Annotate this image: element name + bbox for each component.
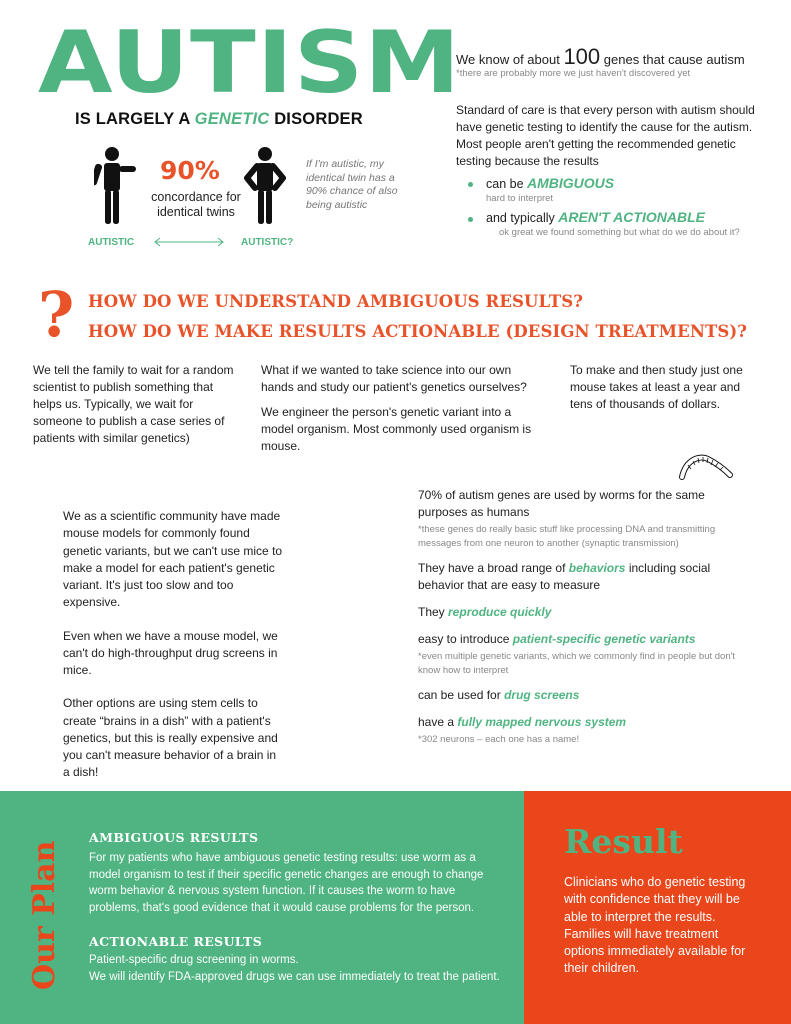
worm-item-text-post: including social behavior that are easy to measure <box>418 561 711 593</box>
bullet-actionable-sub: ok great we found something but what do we do about it? <box>499 227 740 238</box>
worm-item-text: can be used for <box>418 688 505 703</box>
genes-number: 100 <box>563 44 601 69</box>
bullet-dot-icon <box>468 217 473 222</box>
mice-para-3: Other options are using stem cells to create “brains in a dish” with a patient's genetics, but this is really expensive and you can't measure behavior of a brain in a dish! <box>63 696 278 780</box>
autistic-question-label: AUTISTIC? <box>241 237 294 248</box>
mice-section <box>63 508 285 798</box>
worm-item-text: easy to introduce <box>418 632 513 647</box>
worm-benefits-list <box>418 487 748 757</box>
person-pointing-icon <box>94 146 136 226</box>
worm-item-note: *these genes do really basic stuff like processing DNA and transmitting messages from one neuron to another (synaptic transmission) <box>418 524 716 549</box>
bullet-ambiguous-hl: AMBIGUOUS <box>527 175 615 191</box>
actionable-results-heading: ACTIONABLE RESULTS <box>89 934 263 949</box>
concordance-percent: 90% <box>160 156 220 185</box>
worm-item-highlight: drug screens <box>504 688 580 703</box>
list-item <box>418 487 748 550</box>
page-title: AUTISM <box>38 13 462 113</box>
worm-item-highlight: reproduce quickly <box>448 605 552 620</box>
subtitle-post: DISORDER <box>269 110 363 128</box>
page-subtitle <box>75 110 363 129</box>
worm-item-text: They have a broad range of <box>418 561 569 576</box>
column-mouse-cost: To make and then study just one mouse takes at least a year and tens of thousands of dollars. <box>570 363 743 412</box>
genes-post: genes that cause autism <box>600 52 745 67</box>
worm-item-note: *302 neurons – each one has a name! <box>418 734 580 746</box>
question-mark: ? <box>38 278 75 351</box>
plan-label: Our Plan <box>27 840 62 990</box>
ambiguous-results-body: For my patients who have ambiguous genetic testing results: use worm as a model organism to test if their specific genetic changes are enough to change worm behavior & nervous system function. If it causes the worm to have problems, that's good evidence that it would cause problems for the person. <box>89 852 484 915</box>
genes-statement <box>456 44 745 70</box>
worm-item-note: *even multiple genetic variants, which we commonly find in people but don't know how to interpret <box>418 651 736 676</box>
twin-note: If I'm autistic, my identical twin has a 90% chance of also being autistic <box>306 158 398 211</box>
worm-item-text: 70% of autism genes are used by worms for the same purposes as humans <box>418 488 705 520</box>
question-line-2: HOW DO WE MAKE RESULTS ACTIONABLE (DESIGN TREATMENTS)? <box>88 322 748 341</box>
subtitle-pre: IS LARGELY A <box>75 110 195 128</box>
list-item <box>418 714 748 747</box>
worm-item-highlight: patient-specific genetic variants <box>512 632 696 647</box>
bullet-actionable-hl: AREN'T ACTIONABLE <box>558 209 705 225</box>
mice-para-2: Even when we have a mouse model, we can't do high-throughput drug screens in mice. <box>63 628 278 678</box>
column-own-hands: What if we wanted to take science into our own hands and study our patient's genetics ourselves? <box>261 363 527 395</box>
genes-pre: We know of about <box>456 52 564 67</box>
list-item <box>418 631 748 677</box>
bullet-ambiguous-sub: hard to interpret <box>486 193 554 204</box>
list-item <box>418 560 748 594</box>
column-engineer: We engineer the person's genetic variant into a model organism. Most commonly used organism is mouse. <box>261 405 532 454</box>
worm-icon <box>678 453 734 481</box>
bullet-dot-icon <box>468 182 473 187</box>
list-item <box>418 604 748 621</box>
subtitle-highlight: GENETIC <box>194 110 270 128</box>
ambiguous-results-heading: AMBIGUOUS RESULTS <box>89 830 259 845</box>
worm-item-highlight: fully mapped nervous system <box>457 715 627 730</box>
list-item <box>418 687 748 704</box>
worm-item-text: have a <box>418 715 458 730</box>
bullet-actionable-pre: and typically <box>486 211 559 225</box>
result-title: Result <box>564 822 683 861</box>
result-body: Clinicians who do genetic testing with confidence that they will be able to interpret the results. Families will have treatment options immediately available for their children. <box>564 875 746 976</box>
mice-para-1: We as a scientific community have made mouse models for commonly found genetic variants, but we can't use mice to make a model for each patient's genetic variant. It's just too slow and too expensive. <box>63 509 283 610</box>
worm-item-highlight: behaviors <box>568 561 626 576</box>
concordance-label: concordance for identical twins <box>151 190 241 220</box>
actionable-results-body-1: Patient-specific drug screening in worms. <box>89 954 299 966</box>
actionable-results-body-2: We will identify FDA-approved drugs we can use immediately to treat the patient. <box>89 971 500 983</box>
bullet-actionable <box>486 209 705 225</box>
genes-note: *there are probably more we just haven't discovered yet <box>456 68 691 79</box>
autistic-label: AUTISTIC <box>88 237 135 248</box>
bullet-ambiguous-pre: can be <box>486 177 528 191</box>
standard-of-care-text: Standard of care is that every person with autism should have genetic testing to identify the cause for the autism. Most people aren't getting the recommended genetic testing because the results <box>456 103 755 169</box>
double-arrow-icon <box>153 236 225 248</box>
bullet-ambiguous <box>486 175 614 191</box>
question-line-1: HOW DO WE UNDERSTAND AMBIGUOUS RESULTS? <box>88 292 584 311</box>
column-wait: We tell the family to wait for a random scientist to publish something that helps us. Typically, we wait for someone to publish a case series of patients with similar genetics) <box>33 363 234 446</box>
worm-item-text: They <box>418 605 449 620</box>
